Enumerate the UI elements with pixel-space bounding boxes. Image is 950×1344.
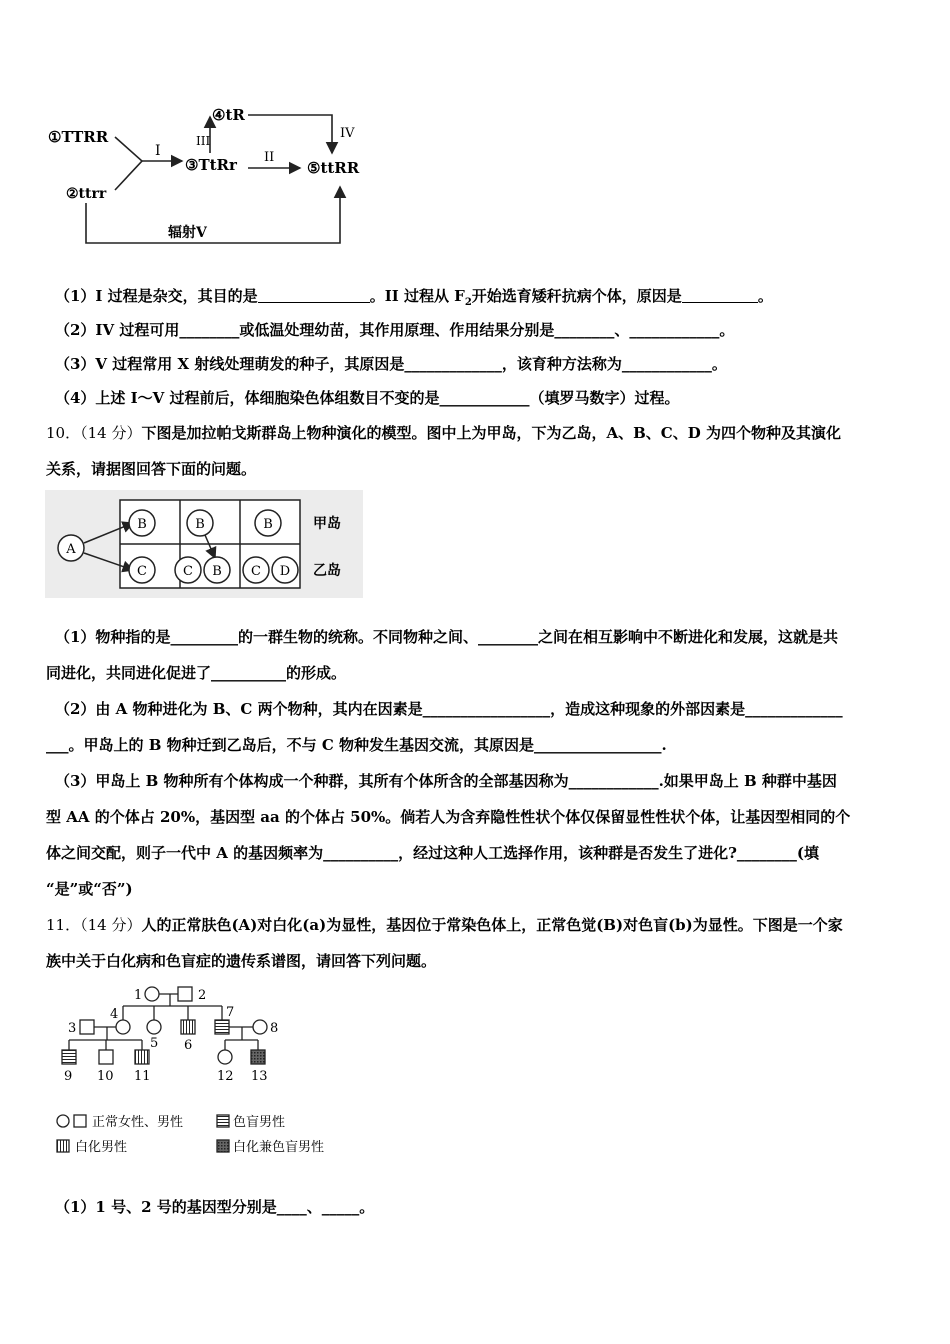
legend-male-symbol	[74, 1115, 86, 1127]
node-tr-gamete: ④tR	[212, 106, 245, 124]
individual-9	[62, 1050, 76, 1064]
species-c-label: C	[137, 564, 147, 579]
label-13: 13	[251, 1069, 268, 1084]
q10-item1-line2: 同进化，共同进化促进了__________的形成。	[46, 664, 347, 682]
label-5: 5	[150, 1036, 159, 1051]
q10-item2-line1: （2）由 A 物种进化为 B、C 两个物种，其内在因素是_________________，造成这种现象的外部因素是_____________	[55, 700, 843, 718]
label-11: 11	[134, 1069, 151, 1084]
q9-item4: （4）上述 I～V 过程前后，体细胞染色体组数目不变的是____________（填罗马数字）过程。	[55, 389, 680, 407]
island-evolution-diagram	[45, 490, 363, 598]
legend-both-label: 白化兼色盲男性	[233, 1140, 325, 1155]
label-4: 4	[110, 1007, 119, 1022]
q11-intro-line2: 族中关于白化病和色盲症的遗传系谱图，请回答下列问题。	[46, 952, 437, 970]
label-ii: II	[264, 150, 275, 165]
legend-both-symbol	[217, 1140, 229, 1152]
individual-2	[178, 987, 192, 1001]
label-v: 辐射V	[168, 225, 207, 241]
q9-item2: （2）IV 过程可用________或低温处理幼苗，其作用原理、作用结果分别是________、____________。	[55, 321, 735, 339]
q10-item3-line2: 型 AA 的个体占 20%，基因型 aa 的个体占 50%。倘若人为含弃隐性性状个体仅保留显性性状个体，让基因型相同的个	[46, 808, 851, 826]
label-12: 12	[217, 1069, 234, 1084]
individual-12	[218, 1050, 232, 1064]
question-number: 11．	[46, 916, 81, 934]
species-b-label: B	[263, 517, 273, 532]
pedigree-chart	[50, 980, 360, 1160]
question-score: （14 分）	[80, 424, 142, 442]
question-score: （14 分）	[80, 916, 142, 934]
arrow-v	[86, 187, 340, 243]
island-jia-label: 甲岛	[313, 516, 341, 532]
q9-item1-text-b: 。II 过程从 F	[369, 287, 465, 305]
node-ttrr-parent: ①TTRR	[48, 128, 109, 146]
species-c-label: C	[251, 564, 261, 579]
individual-5	[147, 1020, 161, 1034]
q11-intro-line1	[46, 914, 843, 936]
label-6: 6	[184, 1038, 193, 1053]
node-ttrr-target: ⑤ttRR	[307, 159, 360, 177]
q9-item1	[55, 285, 773, 314]
node-ttrr-f1: ③TtRr	[185, 156, 237, 174]
cross-lines	[115, 137, 142, 190]
blank[interactable]	[682, 286, 758, 303]
q9-item3: （3）V 过程常用 X 射线处理萌发的种子，其原因是_____________，该育种方法称为____________。	[55, 355, 727, 373]
individual-1	[145, 987, 159, 1001]
species-b-label: B	[137, 517, 147, 532]
q10-item3-line4: “是”或“否”)	[46, 880, 133, 898]
legend-albino-label: 白化男性	[75, 1140, 128, 1155]
species-d-label: D	[279, 564, 291, 579]
q9-item1-text-d: 。	[757, 287, 773, 305]
species-b-label: B	[212, 564, 222, 579]
q10-item2-line2: ___。甲岛上的 B 物种迁到乙岛后，不与 C 物种发生基因交流，其原因是_________________.	[46, 736, 667, 754]
label-8: 8	[270, 1021, 279, 1036]
legend-normal-label: 正常女性、男性	[92, 1115, 184, 1130]
q10-intro-line1	[46, 422, 841, 444]
q10-intro-text: 下图是加拉帕戈斯群岛上物种演化的模型。图中上为甲岛，下为乙岛，A、B、C、D 为四个物种及其演化	[141, 424, 841, 442]
q10-intro-line2: 关系，请据图回答下面的问题。	[46, 460, 257, 478]
label-7: 7	[226, 1005, 235, 1020]
individual-3	[80, 1020, 94, 1034]
blank[interactable]	[258, 286, 370, 303]
island-yi-label: 乙岛	[313, 563, 341, 579]
breeding-diagram	[40, 95, 380, 250]
q11-item1: （1）1 号、2 号的基因型分别是____、_____。	[55, 1198, 375, 1216]
individual-6	[181, 1020, 195, 1034]
label-10: 10	[97, 1069, 114, 1084]
node-ttrr-recessive: ②ttrr	[66, 186, 107, 202]
q11-intro-text: 人的正常肤色(A)对白化(a)为显性，基因位于常染色体上，正常色觉(B)对色盲(b)为显性。下图是一个家	[141, 916, 843, 934]
individual-10	[99, 1050, 113, 1064]
species-c-label: C	[183, 564, 193, 579]
species-b-label: B	[195, 517, 205, 532]
individual-7	[215, 1020, 229, 1034]
q10-item3-line3: 体之间交配，则子一代中 A 的基因频率为__________，经过这种人工选择作用，该种群是否发生了进化?________(填	[46, 844, 819, 862]
q10-item1-line1: （1）物种指的是_________的一群生物的统称。不同物种之间、________之间在相互影响中不断进化和发展，这就是共	[55, 628, 838, 646]
individual-13	[251, 1050, 265, 1064]
legend-albino-symbol	[57, 1140, 69, 1152]
legend-female-symbol	[57, 1115, 69, 1127]
species-a-label: A	[66, 542, 76, 557]
legend-colorblind-label: 色盲男性	[233, 1115, 286, 1130]
label-2: 2	[198, 988, 207, 1003]
q9-item1-subscript: 2	[464, 297, 472, 308]
q10-item3-line1: （3）甲岛上 B 物种所有个体构成一个种群，其所有个体所含的全部基因称为____________.如果甲岛上 B 种群中基因	[55, 772, 837, 790]
label-1: 1	[134, 988, 143, 1003]
q9-item1-text-a: （1）I 过程是杂交，其目的是	[55, 287, 258, 305]
legend-colorblind-symbol	[217, 1115, 229, 1127]
individual-4	[116, 1020, 130, 1034]
label-iv: IV	[340, 126, 355, 141]
arrow-iv	[248, 115, 332, 153]
q9-item1-text-c: 开始选育矮秆抗病个体，原因是	[471, 287, 682, 305]
label-iii: III	[196, 134, 211, 148]
question-number: 10．	[46, 424, 81, 442]
label-3: 3	[68, 1021, 77, 1036]
individual-11	[135, 1050, 149, 1064]
individual-8	[253, 1020, 267, 1034]
label-9: 9	[64, 1069, 73, 1084]
label-i: I	[155, 143, 161, 159]
